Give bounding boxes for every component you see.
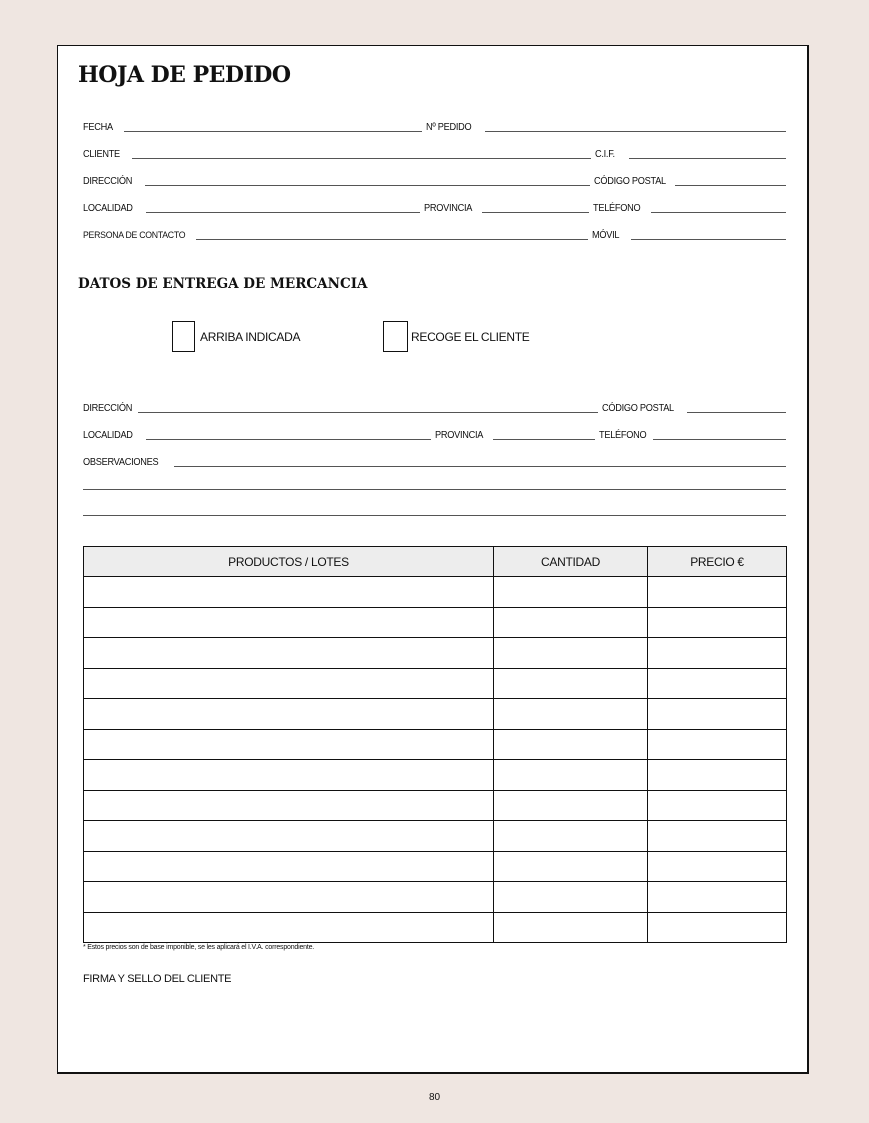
entrega-provincia-field[interactable] xyxy=(493,439,595,440)
provincia-field[interactable] xyxy=(482,212,589,213)
price-cell[interactable] xyxy=(648,668,787,699)
fecha-field[interactable] xyxy=(124,131,422,132)
row-entrega-direccion xyxy=(83,400,786,414)
table-row xyxy=(84,577,787,608)
row-observaciones xyxy=(83,454,786,468)
cliente-label: CLIENTE xyxy=(83,149,120,160)
table-row xyxy=(84,882,787,913)
entrega-direccion-label: DIRECCIÓN xyxy=(83,403,133,414)
price-cell[interactable] xyxy=(648,851,787,882)
table-header-row xyxy=(84,547,787,577)
entrega-codigo-postal-label: CÓDIGO POSTAL xyxy=(602,403,675,414)
quantity-cell[interactable] xyxy=(494,882,648,913)
quantity-cell[interactable] xyxy=(494,607,648,638)
observaciones-label: OBSERVACIONES xyxy=(83,457,159,468)
arriba-indicada-checkbox[interactable] xyxy=(172,321,195,352)
numero-pedido-label: Nº PEDIDO xyxy=(426,122,472,133)
option-arriba-indicada[interactable] xyxy=(172,321,300,352)
persona-contacto-label: PERSONA DE CONTACTO xyxy=(83,230,186,241)
quantity-cell[interactable] xyxy=(494,668,648,699)
product-cell[interactable] xyxy=(84,638,494,669)
page-number: 80 xyxy=(428,1092,441,1103)
cif-field[interactable] xyxy=(629,158,786,159)
arriba-indicada-label: ARRIBA INDICADA xyxy=(200,329,301,344)
price-cell[interactable] xyxy=(648,699,787,730)
header-productos: PRODUCTOS / LOTES xyxy=(84,547,494,577)
table-row xyxy=(84,821,787,852)
persona-contacto-field[interactable] xyxy=(196,239,588,240)
quantity-cell[interactable] xyxy=(494,912,648,943)
localidad-label: LOCALIDAD xyxy=(83,203,133,214)
header-cantidad: CANTIDAD xyxy=(494,547,648,577)
price-cell[interactable] xyxy=(648,912,787,943)
movil-field[interactable] xyxy=(631,239,786,240)
price-cell[interactable] xyxy=(648,882,787,913)
provincia-label: PROVINCIA xyxy=(424,203,473,214)
quantity-cell[interactable] xyxy=(494,790,648,821)
row-localidad xyxy=(83,200,786,214)
quantity-cell[interactable] xyxy=(494,577,648,608)
quantity-cell[interactable] xyxy=(494,638,648,669)
observaciones-line-2[interactable] xyxy=(83,489,786,490)
entrega-provincia-label: PROVINCIA xyxy=(435,430,484,441)
product-cell[interactable] xyxy=(84,607,494,638)
recoge-cliente-label: RECOGE EL CLIENTE xyxy=(411,329,530,344)
entrega-telefono-field[interactable] xyxy=(653,439,786,440)
table-row xyxy=(84,607,787,638)
direccion-field[interactable] xyxy=(145,185,590,186)
entrega-localidad-field[interactable] xyxy=(146,439,431,440)
product-cell[interactable] xyxy=(84,912,494,943)
quantity-cell[interactable] xyxy=(494,760,648,791)
direccion-label: DIRECCIÓN xyxy=(83,176,133,187)
page-title: HOJA DE PEDIDO xyxy=(78,62,291,88)
table-row xyxy=(84,760,787,791)
price-cell[interactable] xyxy=(648,790,787,821)
row-persona-contacto xyxy=(83,227,786,241)
firma-label: FIRMA Y SELLO DEL CLIENTE xyxy=(83,973,232,985)
localidad-field[interactable] xyxy=(146,212,420,213)
price-cell[interactable] xyxy=(648,729,787,760)
header-precio: PRECIO € xyxy=(648,547,787,577)
table-row xyxy=(84,699,787,730)
delivery-section-title: DATOS DE ENTREGA DE MERCANCIA xyxy=(78,276,368,292)
table-row xyxy=(84,851,787,882)
quantity-cell[interactable] xyxy=(494,729,648,760)
tax-footnote: * Estos precios son de base imponible, se les aplicará el I.V.A. correspondiente. xyxy=(83,944,315,951)
quantity-cell[interactable] xyxy=(494,851,648,882)
product-cell[interactable] xyxy=(84,760,494,791)
cliente-field[interactable] xyxy=(132,158,591,159)
price-cell[interactable] xyxy=(648,607,787,638)
table-row xyxy=(84,729,787,760)
quantity-cell[interactable] xyxy=(494,699,648,730)
codigo-postal-label: CÓDIGO POSTAL xyxy=(594,176,667,187)
row-fecha xyxy=(83,119,786,133)
codigo-postal-field[interactable] xyxy=(675,185,786,186)
cif-label: C.I.F. xyxy=(595,149,615,160)
movil-label: MÓVIL xyxy=(592,230,620,241)
entrega-localidad-label: LOCALIDAD xyxy=(83,430,133,441)
product-cell[interactable] xyxy=(84,882,494,913)
order-sheet xyxy=(57,45,809,1074)
quantity-cell[interactable] xyxy=(494,821,648,852)
entrega-telefono-label: TELÉFONO xyxy=(599,430,647,441)
recoge-cliente-checkbox[interactable] xyxy=(383,321,408,352)
price-cell[interactable] xyxy=(648,577,787,608)
table-row xyxy=(84,912,787,943)
product-cell[interactable] xyxy=(84,790,494,821)
fecha-label: FECHA xyxy=(83,122,113,133)
price-cell[interactable] xyxy=(648,638,787,669)
product-cell[interactable] xyxy=(84,668,494,699)
numero-pedido-field[interactable] xyxy=(485,131,786,132)
table-row xyxy=(84,668,787,699)
observaciones-field[interactable] xyxy=(174,466,786,467)
entrega-direccion-field[interactable] xyxy=(138,412,598,413)
product-cell[interactable] xyxy=(84,821,494,852)
product-cell[interactable] xyxy=(84,577,494,608)
price-cell[interactable] xyxy=(648,760,787,791)
product-cell[interactable] xyxy=(84,699,494,730)
table-row xyxy=(84,790,787,821)
price-cell[interactable] xyxy=(648,821,787,852)
product-cell[interactable] xyxy=(84,729,494,760)
table-row xyxy=(84,638,787,669)
option-recoge-cliente[interactable] xyxy=(383,321,530,352)
observaciones-line-3[interactable] xyxy=(83,515,786,516)
telefono-field[interactable] xyxy=(651,212,786,213)
telefono-label: TELÉFONO xyxy=(593,203,641,214)
row-cliente xyxy=(83,146,786,160)
entrega-codigo-postal-field[interactable] xyxy=(687,412,786,413)
products-table xyxy=(83,546,787,943)
row-direccion xyxy=(83,173,786,187)
product-cell[interactable] xyxy=(84,851,494,882)
row-entrega-localidad xyxy=(83,427,786,441)
